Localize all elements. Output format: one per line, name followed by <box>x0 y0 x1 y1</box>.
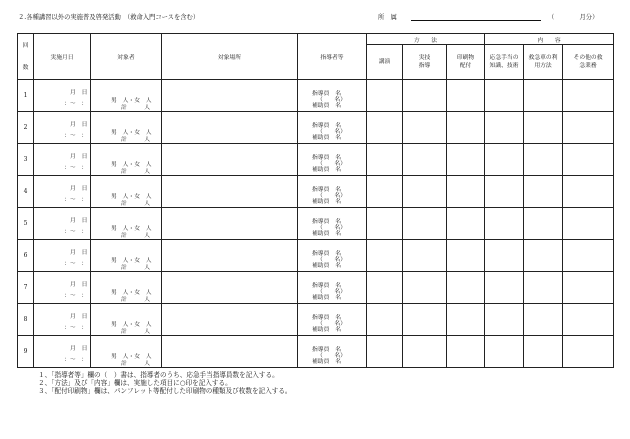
content-ambulance-cell[interactable] <box>524 272 563 304</box>
content-other-cell[interactable] <box>563 272 614 304</box>
office-label: 所 属 <box>378 14 397 21</box>
persons-gender: 男 人・女 人 <box>111 130 152 136</box>
row-number: 3 <box>18 144 34 176</box>
table-row <box>18 144 614 176</box>
date-cell[interactable] <box>34 240 91 272</box>
method-lecture-cell[interactable] <box>367 112 403 144</box>
header-count-bottom: 数 <box>22 64 29 71</box>
instructor-count: 指導員 名 <box>312 123 341 129</box>
method-lecture-cell[interactable] <box>367 176 403 208</box>
persons-gender: 男 人・女 人 <box>111 290 152 296</box>
method-practical-cell[interactable] <box>403 240 447 272</box>
assistant-count: 補助員 名 <box>312 135 341 141</box>
header-method-group: 方 法 <box>367 34 485 45</box>
persons-total: 計 人 <box>121 105 150 111</box>
certified-instructor-count: （ 名） <box>317 193 346 199</box>
content-firstaid-cell[interactable] <box>485 240 524 272</box>
method-print-cell[interactable] <box>447 176 485 208</box>
certified-instructor-count: （ 名） <box>317 257 346 263</box>
content-firstaid-cell[interactable] <box>485 304 524 336</box>
header-count-top: 回 <box>22 42 29 49</box>
content-firstaid-cell[interactable] <box>485 208 524 240</box>
date-cell[interactable] <box>34 112 91 144</box>
date-cell[interactable] <box>34 208 91 240</box>
content-firstaid-cell[interactable] <box>485 112 524 144</box>
content-ambulance-cell[interactable] <box>524 208 563 240</box>
content-firstaid-cell[interactable] <box>485 336 524 368</box>
header-method-2: 実技 指導 <box>403 45 447 80</box>
notes <box>38 371 292 395</box>
target-cell[interactable] <box>91 144 162 176</box>
method-print-cell[interactable] <box>447 272 485 304</box>
place-cell[interactable] <box>162 272 298 304</box>
place-cell[interactable] <box>162 144 298 176</box>
date-month-day: 月 日 <box>70 346 88 352</box>
note-1: １、「指導者等」欄の（ ）書は、指導者のうち、応急手当指導員数を記入する。 <box>38 371 279 379</box>
persons-gender: 男 人・女 人 <box>111 258 152 264</box>
assistant-count: 補助員 名 <box>312 167 341 173</box>
table-row <box>18 80 614 112</box>
target-cell[interactable] <box>91 240 162 272</box>
persons-gender: 男 人・女 人 <box>111 98 152 104</box>
table-row <box>18 240 614 272</box>
assistant-count: 補助員 名 <box>312 359 341 365</box>
assistant-count: 補助員 名 <box>312 231 341 237</box>
header-content-group: 内 容 <box>485 34 614 45</box>
content-firstaid-cell[interactable] <box>485 80 524 112</box>
row-number: 1 <box>18 80 34 112</box>
method-practical-cell[interactable] <box>403 208 447 240</box>
instructor-cell[interactable] <box>298 80 367 112</box>
instructor-cell[interactable] <box>298 208 367 240</box>
persons-total: 計 人 <box>121 169 150 175</box>
row-number: 8 <box>18 304 34 336</box>
header-content-1: 応急手当の 知識、技術 <box>485 45 524 80</box>
table-row <box>18 304 614 336</box>
certified-instructor-count: （ 名） <box>317 225 346 231</box>
persons-gender: 男 人・女 人 <box>111 322 152 328</box>
header-instructor: 指導者等 <box>298 34 367 80</box>
instructor-count: 指導員 名 <box>312 347 341 353</box>
method-print-cell[interactable] <box>447 336 485 368</box>
method-practical-cell[interactable] <box>403 112 447 144</box>
content-other-cell[interactable] <box>563 304 614 336</box>
target-cell[interactable] <box>91 272 162 304</box>
date-cell[interactable] <box>34 336 91 368</box>
certified-instructor-count: （ 名） <box>317 161 346 167</box>
activity-table <box>17 33 614 368</box>
method-lecture-cell[interactable] <box>367 336 403 368</box>
date-time-range: ：～ ： <box>64 229 88 235</box>
instructor-cell[interactable] <box>298 176 367 208</box>
certified-instructor-count: （ 名） <box>317 97 346 103</box>
date-cell[interactable] <box>34 304 91 336</box>
content-other-cell[interactable] <box>563 176 614 208</box>
content-ambulance-cell[interactable] <box>524 336 563 368</box>
content-ambulance-cell[interactable] <box>524 176 563 208</box>
table-row <box>18 208 614 240</box>
certified-instructor-count: （ 名） <box>317 289 346 295</box>
row-number: 9 <box>18 336 34 368</box>
place-cell[interactable] <box>162 304 298 336</box>
certified-instructor-count: （ 名） <box>317 129 346 135</box>
header-place: 対象場所 <box>162 34 298 80</box>
content-ambulance-cell[interactable] <box>524 304 563 336</box>
instructor-cell[interactable] <box>298 304 367 336</box>
content-other-cell[interactable] <box>563 112 614 144</box>
persons-total: 計 人 <box>121 329 150 335</box>
assistant-count: 補助員 名 <box>312 199 341 205</box>
target-cell[interactable] <box>91 336 162 368</box>
persons-gender: 男 人・女 人 <box>111 194 152 200</box>
place-cell[interactable] <box>162 176 298 208</box>
note-3: ３、「配付印刷物」欄は、パンフレット等配付した印刷物の種類及び枚数を記入する。 <box>38 387 292 395</box>
month-label: （ 月分） <box>548 14 599 21</box>
persons-total: 計 人 <box>121 361 150 367</box>
header-method-1: 講演 <box>367 45 403 80</box>
method-print-cell[interactable] <box>447 144 485 176</box>
date-time-range: ：～ ： <box>64 101 88 107</box>
date-month-day: 月 日 <box>70 186 88 192</box>
target-cell[interactable] <box>91 80 162 112</box>
content-ambulance-cell[interactable] <box>524 144 563 176</box>
method-practical-cell[interactable] <box>403 304 447 336</box>
persons-gender: 男 人・女 人 <box>111 162 152 168</box>
row-number: 2 <box>18 112 34 144</box>
table-row <box>18 176 614 208</box>
date-cell[interactable] <box>34 80 91 112</box>
content-firstaid-cell[interactable] <box>485 144 524 176</box>
method-practical-cell[interactable] <box>403 336 447 368</box>
content-other-cell[interactable] <box>563 80 614 112</box>
date-cell[interactable] <box>34 144 91 176</box>
method-practical-cell[interactable] <box>403 80 447 112</box>
method-print-cell[interactable] <box>447 240 485 272</box>
office-input-line[interactable] <box>411 13 541 21</box>
date-cell[interactable] <box>34 176 91 208</box>
place-cell[interactable] <box>162 208 298 240</box>
content-other-cell[interactable] <box>563 144 614 176</box>
content-other-cell[interactable] <box>563 208 614 240</box>
date-time-range: ：～ ： <box>64 357 88 363</box>
certified-instructor-count: （ 名） <box>317 353 346 359</box>
instructor-count: 指導員 名 <box>312 283 341 289</box>
instructor-cell[interactable] <box>298 336 367 368</box>
note-2: ２、「方法」及び「内容」欄は、実施した項目に○印を記入する。 <box>38 379 232 387</box>
persons-gender: 男 人・女 人 <box>111 226 152 232</box>
method-lecture-cell[interactable] <box>367 272 403 304</box>
content-other-cell[interactable] <box>563 336 614 368</box>
header-content-2: 救急車の利 用方法 <box>524 45 563 80</box>
assistant-count: 補助員 名 <box>312 263 341 269</box>
content-ambulance-cell[interactable] <box>524 112 563 144</box>
certified-instructor-count: （ 名） <box>317 321 346 327</box>
assistant-count: 補助員 名 <box>312 103 341 109</box>
place-cell[interactable] <box>162 336 298 368</box>
header-method-3: 印刷物 配付 <box>447 45 485 80</box>
method-lecture-cell[interactable] <box>367 144 403 176</box>
target-cell[interactable] <box>91 208 162 240</box>
office-field <box>378 12 599 21</box>
method-print-cell[interactable] <box>447 112 485 144</box>
method-practical-cell[interactable] <box>403 272 447 304</box>
method-lecture-cell[interactable] <box>367 304 403 336</box>
target-cell[interactable] <box>91 112 162 144</box>
row-number: 7 <box>18 272 34 304</box>
date-month-day: 月 日 <box>70 218 88 224</box>
place-cell[interactable] <box>162 80 298 112</box>
header-count <box>18 34 34 80</box>
table-row <box>18 112 614 144</box>
persons-total: 計 人 <box>121 233 150 239</box>
method-practical-cell[interactable] <box>403 176 447 208</box>
date-time-range: ：～ ： <box>64 133 88 139</box>
target-cell[interactable] <box>91 304 162 336</box>
instructor-count: 指導員 名 <box>312 155 341 161</box>
table-row <box>18 336 614 368</box>
form-title: ２.各種講習以外の実施普及啓発活動 （救命入門コースを含む） <box>18 14 200 21</box>
date-month-day: 月 日 <box>70 90 88 96</box>
content-ambulance-cell[interactable] <box>524 80 563 112</box>
method-lecture-cell[interactable] <box>367 80 403 112</box>
method-print-cell[interactable] <box>447 80 485 112</box>
method-lecture-cell[interactable] <box>367 240 403 272</box>
date-time-range: ：～ ： <box>64 165 88 171</box>
instructor-count: 指導員 名 <box>312 187 341 193</box>
method-print-cell[interactable] <box>447 208 485 240</box>
date-month-day: 月 日 <box>70 314 88 320</box>
table-row <box>18 272 614 304</box>
method-print-cell[interactable] <box>447 304 485 336</box>
content-firstaid-cell[interactable] <box>485 176 524 208</box>
row-number: 4 <box>18 176 34 208</box>
content-other-cell[interactable] <box>563 240 614 272</box>
persons-total: 計 人 <box>121 201 150 207</box>
instructor-cell[interactable] <box>298 144 367 176</box>
header-content-3: その他の救 急業務 <box>563 45 614 80</box>
target-cell[interactable] <box>91 176 162 208</box>
assistant-count: 補助員 名 <box>312 327 341 333</box>
content-firstaid-cell[interactable] <box>485 272 524 304</box>
date-month-day: 月 日 <box>70 154 88 160</box>
persons-total: 計 人 <box>121 265 150 271</box>
row-number: 6 <box>18 240 34 272</box>
date-time-range: ：～ ： <box>64 325 88 331</box>
persons-total: 計 人 <box>121 137 150 143</box>
persons-total: 計 人 <box>121 297 150 303</box>
instructor-cell[interactable] <box>298 112 367 144</box>
date-cell[interactable] <box>34 272 91 304</box>
method-practical-cell[interactable] <box>403 144 447 176</box>
method-lecture-cell[interactable] <box>367 208 403 240</box>
date-time-range: ：～ ： <box>64 197 88 203</box>
date-month-day: 月 日 <box>70 250 88 256</box>
content-ambulance-cell[interactable] <box>524 240 563 272</box>
instructor-cell[interactable] <box>298 272 367 304</box>
date-month-day: 月 日 <box>70 282 88 288</box>
persons-gender: 男 人・女 人 <box>111 354 152 360</box>
assistant-count: 補助員 名 <box>312 295 341 301</box>
place-cell[interactable] <box>162 112 298 144</box>
instructor-cell[interactable] <box>298 240 367 272</box>
instructor-count: 指導員 名 <box>312 219 341 225</box>
row-number: 5 <box>18 208 34 240</box>
instructor-count: 指導員 名 <box>312 251 341 257</box>
date-time-range: ：～ ： <box>64 293 88 299</box>
header-target: 対象者 <box>91 34 162 80</box>
instructor-count: 指導員 名 <box>312 315 341 321</box>
date-time-range: ：～ ： <box>64 261 88 267</box>
header-date: 実施月日 <box>34 34 91 80</box>
date-month-day: 月 日 <box>70 122 88 128</box>
place-cell[interactable] <box>162 240 298 272</box>
instructor-count: 指導員 名 <box>312 91 341 97</box>
